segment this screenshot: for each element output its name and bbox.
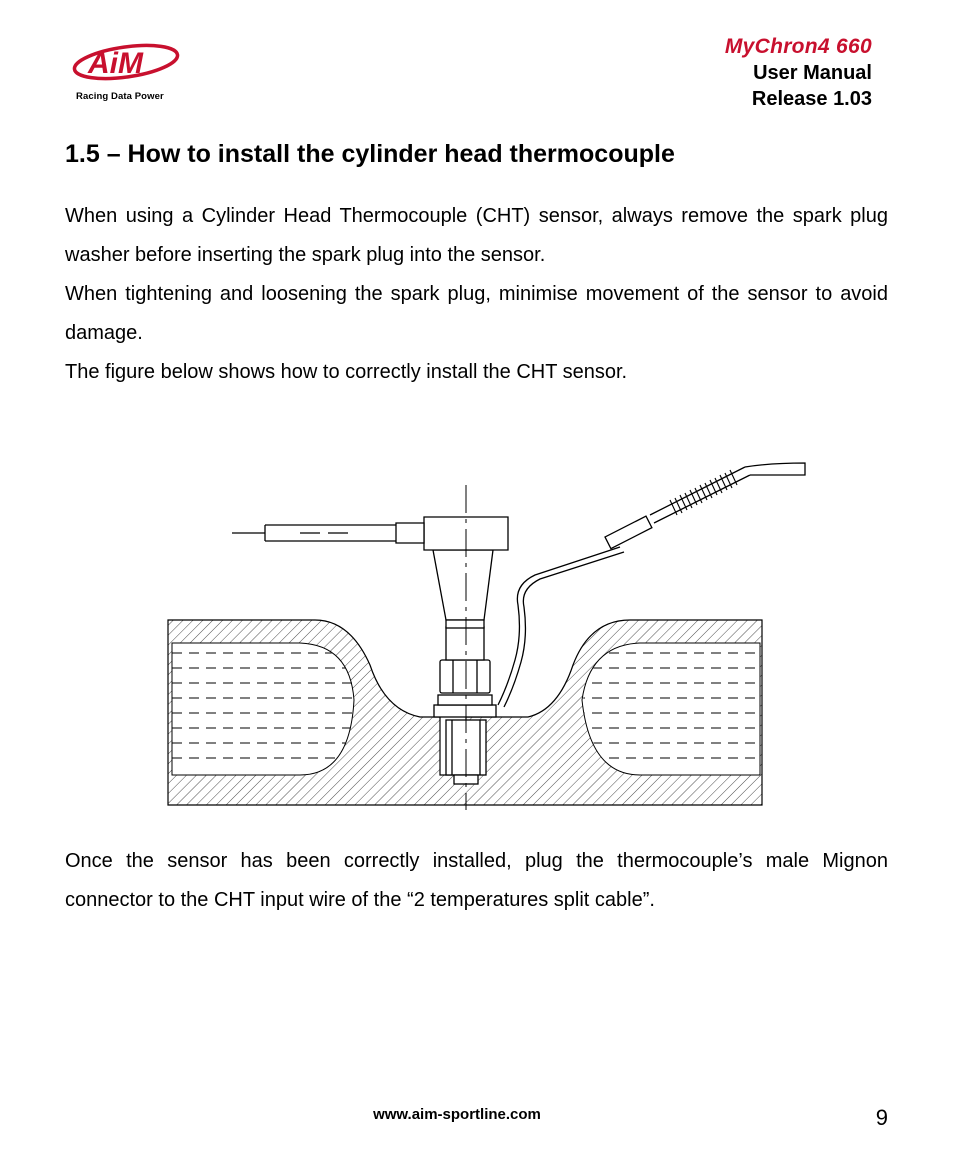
svg-text:AiM: AiM [88,47,143,80]
logo-tagline: Racing Data Power [76,91,164,102]
aim-logo [68,40,188,106]
page-number: 9 [875,1105,888,1130]
document-header [725,34,872,112]
paragraph-tightening: When tightening and loosening the spark plug, minimise movement of the sensor to avoid damage. [65,283,888,344]
section-title: 1.5 – How to install the cylinder head thermocouple [65,140,675,168]
release-version: Release 1.03 [751,88,872,110]
paragraph-connector: Once the sensor has been correctly installed, plug the thermocouple’s male Mignon connector to the CHT input wire of the “2 temperatures split cable”. [65,850,888,911]
cht-installation-drawing [150,455,810,815]
paragraph-cht-washer: When using a Cylinder Head Thermocouple (CHT) sensor, always remove the spark plug washer before inserting the spark plug into the sensor. [65,205,888,266]
cht-installation-figure [150,455,810,815]
footer-url[interactable]: www.aim-sportline.com [373,1106,541,1123]
product-name: MyChron4 660 [724,35,872,58]
aim-logo-mark [68,40,188,90]
paragraph-figure-intro: The figure below shows how to correctly install the CHT sensor. [65,361,628,383]
document-type: User Manual [753,62,872,84]
